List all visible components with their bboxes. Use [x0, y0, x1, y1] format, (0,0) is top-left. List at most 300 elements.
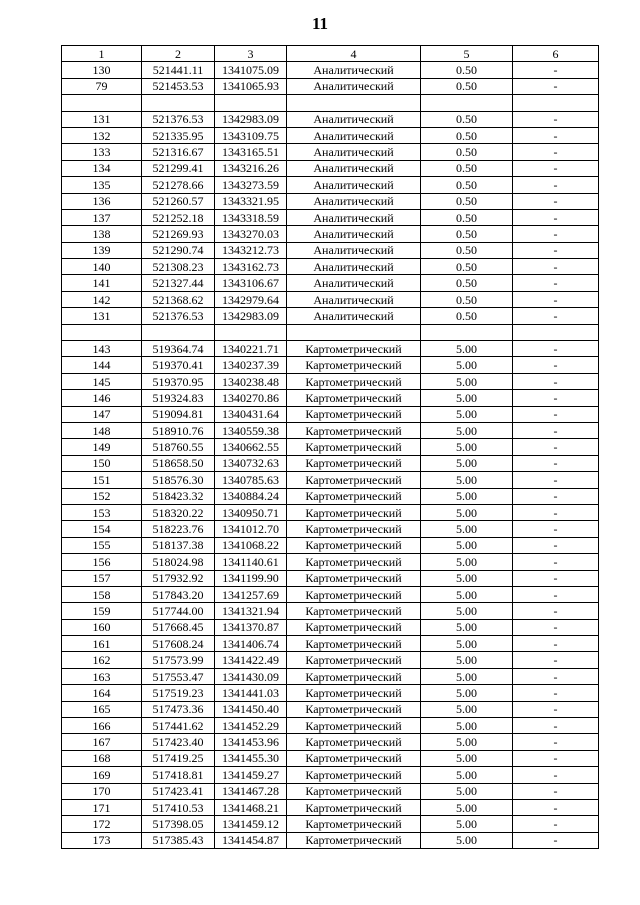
point-number-cell: 166	[62, 718, 142, 734]
table-row	[62, 78, 599, 94]
note-cell: -	[513, 603, 599, 619]
header-cell: 4	[287, 46, 421, 62]
accuracy-cell: 5.00	[421, 636, 513, 652]
accuracy-cell: 0.50	[421, 242, 513, 258]
method-cell: Картометрический	[287, 537, 421, 553]
accuracy-cell: 0.50	[421, 259, 513, 275]
table-row	[62, 144, 599, 160]
note-cell: -	[513, 619, 599, 635]
x-coordinate-cell: 517423.41	[142, 783, 215, 799]
table-row	[62, 783, 599, 799]
x-coordinate-cell: 517573.99	[142, 652, 215, 668]
point-number-cell: 151	[62, 472, 142, 488]
note-cell: -	[513, 275, 599, 291]
table-row	[62, 324, 599, 340]
y-coordinate-cell: 1341459.12	[215, 816, 287, 832]
note-cell: -	[513, 718, 599, 734]
x-coordinate-cell: 521376.53	[142, 111, 215, 127]
accuracy-cell: 5.00	[421, 570, 513, 586]
method-cell: Картометрический	[287, 373, 421, 389]
note-cell: -	[513, 734, 599, 750]
header-cell: 1	[62, 46, 142, 62]
x-coordinate-cell: 519364.74	[142, 341, 215, 357]
x-coordinate-cell: 519370.41	[142, 357, 215, 373]
y-coordinate-cell: 1341068.22	[215, 537, 287, 553]
point-number-cell: 140	[62, 259, 142, 275]
method-cell: Картометрический	[287, 521, 421, 537]
x-coordinate-cell: 521299.41	[142, 160, 215, 176]
table-row	[62, 242, 599, 258]
accuracy-cell	[421, 95, 513, 111]
note-cell: -	[513, 291, 599, 307]
point-number-cell: 138	[62, 226, 142, 242]
point-number-cell: 79	[62, 78, 142, 94]
table-body	[62, 46, 599, 849]
x-coordinate-cell: 517473.36	[142, 701, 215, 717]
method-cell: Картометрический	[287, 357, 421, 373]
x-coordinate-cell: 521278.66	[142, 177, 215, 193]
accuracy-cell: 5.00	[421, 734, 513, 750]
header-row	[62, 46, 599, 62]
point-number-cell: 165	[62, 701, 142, 717]
note-cell: -	[513, 373, 599, 389]
x-coordinate-cell: 521269.93	[142, 226, 215, 242]
accuracy-cell: 5.00	[421, 619, 513, 635]
table-row	[62, 636, 599, 652]
point-number-cell: 147	[62, 406, 142, 422]
point-number-cell: 131	[62, 308, 142, 324]
point-number-cell: 171	[62, 799, 142, 815]
x-coordinate-cell: 519094.81	[142, 406, 215, 422]
y-coordinate-cell: 1342979.64	[215, 291, 287, 307]
accuracy-cell: 5.00	[421, 701, 513, 717]
y-coordinate-cell: 1340431.64	[215, 406, 287, 422]
y-coordinate-cell: 1340238.48	[215, 373, 287, 389]
y-coordinate-cell: 1341450.40	[215, 701, 287, 717]
accuracy-cell	[421, 324, 513, 340]
method-cell: Картометрический	[287, 799, 421, 815]
note-cell	[513, 95, 599, 111]
x-coordinate-cell: 518576.30	[142, 472, 215, 488]
method-cell: Аналитический	[287, 62, 421, 78]
y-coordinate-cell: 1341459.27	[215, 767, 287, 783]
point-number-cell: 143	[62, 341, 142, 357]
accuracy-cell: 5.00	[421, 603, 513, 619]
method-cell: Картометрический	[287, 832, 421, 848]
x-coordinate-cell: 518760.55	[142, 439, 215, 455]
accuracy-cell: 0.50	[421, 226, 513, 242]
note-cell: -	[513, 554, 599, 570]
table-row	[62, 308, 599, 324]
method-cell: Картометрический	[287, 783, 421, 799]
method-cell: Аналитический	[287, 308, 421, 324]
point-number-cell: 135	[62, 177, 142, 193]
x-coordinate-cell: 521441.11	[142, 62, 215, 78]
point-number-cell: 136	[62, 193, 142, 209]
method-cell: Аналитический	[287, 78, 421, 94]
method-cell: Аналитический	[287, 275, 421, 291]
table-row	[62, 275, 599, 291]
note-cell: -	[513, 111, 599, 127]
x-coordinate-cell: 517843.20	[142, 586, 215, 602]
accuracy-cell: 5.00	[421, 767, 513, 783]
point-number-cell: 132	[62, 127, 142, 143]
point-number-cell: 158	[62, 586, 142, 602]
table-row	[62, 341, 599, 357]
accuracy-cell: 5.00	[421, 685, 513, 701]
table-row	[62, 357, 599, 373]
table-row	[62, 291, 599, 307]
y-coordinate-cell: 1343109.75	[215, 127, 287, 143]
note-cell: -	[513, 209, 599, 225]
point-number-cell: 153	[62, 504, 142, 520]
table-row	[62, 570, 599, 586]
method-cell: Картометрический	[287, 668, 421, 684]
x-coordinate-cell: 518910.76	[142, 422, 215, 438]
note-cell: -	[513, 783, 599, 799]
y-coordinate-cell: 1343270.03	[215, 226, 287, 242]
accuracy-cell: 0.50	[421, 62, 513, 78]
table-row	[62, 127, 599, 143]
y-coordinate-cell: 1341257.69	[215, 586, 287, 602]
note-cell: -	[513, 357, 599, 373]
method-cell	[287, 95, 421, 111]
method-cell: Аналитический	[287, 226, 421, 242]
accuracy-cell: 0.50	[421, 177, 513, 193]
accuracy-cell: 0.50	[421, 160, 513, 176]
table-row	[62, 439, 599, 455]
y-coordinate-cell: 1341454.87	[215, 832, 287, 848]
y-coordinate-cell: 1341406.74	[215, 636, 287, 652]
point-number-cell: 155	[62, 537, 142, 553]
note-cell: -	[513, 636, 599, 652]
table-row	[62, 750, 599, 766]
note-cell: -	[513, 226, 599, 242]
method-cell: Аналитический	[287, 209, 421, 225]
x-coordinate-cell	[142, 324, 215, 340]
table-row	[62, 554, 599, 570]
point-number-cell: 172	[62, 816, 142, 832]
note-cell: -	[513, 308, 599, 324]
y-coordinate-cell: 1341455.30	[215, 750, 287, 766]
accuracy-cell: 5.00	[421, 341, 513, 357]
table-row	[62, 718, 599, 734]
accuracy-cell: 5.00	[421, 537, 513, 553]
accuracy-cell: 5.00	[421, 472, 513, 488]
method-cell: Аналитический	[287, 144, 421, 160]
note-cell: -	[513, 521, 599, 537]
y-coordinate-cell: 1341199.90	[215, 570, 287, 586]
y-coordinate-cell: 1343216.26	[215, 160, 287, 176]
point-number-cell: 137	[62, 209, 142, 225]
y-coordinate-cell: 1340270.86	[215, 390, 287, 406]
method-cell: Картометрический	[287, 488, 421, 504]
note-cell: -	[513, 570, 599, 586]
accuracy-cell: 0.50	[421, 209, 513, 225]
point-number-cell: 164	[62, 685, 142, 701]
method-cell: Картометрический	[287, 586, 421, 602]
y-coordinate-cell: 1342983.09	[215, 308, 287, 324]
accuracy-cell: 5.00	[421, 521, 513, 537]
x-coordinate-cell: 517423.40	[142, 734, 215, 750]
x-coordinate-cell: 517519.23	[142, 685, 215, 701]
note-cell: -	[513, 586, 599, 602]
y-coordinate-cell: 1341075.09	[215, 62, 287, 78]
method-cell: Картометрический	[287, 685, 421, 701]
method-cell: Картометрический	[287, 406, 421, 422]
x-coordinate-cell: 521252.18	[142, 209, 215, 225]
method-cell: Картометрический	[287, 816, 421, 832]
y-coordinate-cell: 1341140.61	[215, 554, 287, 570]
accuracy-cell: 5.00	[421, 783, 513, 799]
y-coordinate-cell: 1340732.63	[215, 455, 287, 471]
point-number-cell	[62, 95, 142, 111]
y-coordinate-cell: 1340237.39	[215, 357, 287, 373]
point-number-cell: 162	[62, 652, 142, 668]
accuracy-cell: 5.00	[421, 357, 513, 373]
accuracy-cell: 0.50	[421, 275, 513, 291]
accuracy-cell: 0.50	[421, 111, 513, 127]
note-cell: -	[513, 127, 599, 143]
note-cell: -	[513, 193, 599, 209]
table-row	[62, 521, 599, 537]
accuracy-cell: 5.00	[421, 799, 513, 815]
y-coordinate-cell: 1343318.59	[215, 209, 287, 225]
y-coordinate-cell: 1343165.51	[215, 144, 287, 160]
table-row	[62, 455, 599, 471]
x-coordinate-cell: 521368.62	[142, 291, 215, 307]
y-coordinate-cell: 1343321.95	[215, 193, 287, 209]
table-row	[62, 668, 599, 684]
method-cell: Аналитический	[287, 291, 421, 307]
point-number-cell: 131	[62, 111, 142, 127]
note-cell: -	[513, 455, 599, 471]
accuracy-cell: 5.00	[421, 439, 513, 455]
table-row	[62, 832, 599, 848]
accuracy-cell: 5.00	[421, 455, 513, 471]
point-number-cell: 150	[62, 455, 142, 471]
point-number-cell: 160	[62, 619, 142, 635]
accuracy-cell: 0.50	[421, 193, 513, 209]
x-coordinate-cell: 517418.81	[142, 767, 215, 783]
accuracy-cell: 0.50	[421, 127, 513, 143]
x-coordinate-cell: 518024.98	[142, 554, 215, 570]
method-cell: Картометрический	[287, 750, 421, 766]
table-row	[62, 603, 599, 619]
accuracy-cell: 5.00	[421, 504, 513, 520]
note-cell: -	[513, 390, 599, 406]
y-coordinate-cell: 1341468.21	[215, 799, 287, 815]
y-coordinate-cell: 1340785.63	[215, 472, 287, 488]
accuracy-cell: 5.00	[421, 554, 513, 570]
point-number-cell: 170	[62, 783, 142, 799]
point-number-cell: 134	[62, 160, 142, 176]
note-cell: -	[513, 668, 599, 684]
accuracy-cell: 5.00	[421, 832, 513, 848]
y-coordinate-cell: 1340950.71	[215, 504, 287, 520]
x-coordinate-cell: 521316.67	[142, 144, 215, 160]
note-cell: -	[513, 472, 599, 488]
note-cell: -	[513, 259, 599, 275]
point-number-cell: 152	[62, 488, 142, 504]
note-cell: -	[513, 750, 599, 766]
x-coordinate-cell: 521453.53	[142, 78, 215, 94]
table-row	[62, 799, 599, 815]
table-row	[62, 472, 599, 488]
note-cell: -	[513, 767, 599, 783]
note-cell: -	[513, 488, 599, 504]
x-coordinate-cell: 517932.92	[142, 570, 215, 586]
note-cell: -	[513, 537, 599, 553]
note-cell: -	[513, 652, 599, 668]
method-cell: Картометрический	[287, 504, 421, 520]
note-cell: -	[513, 78, 599, 94]
point-number-cell: 141	[62, 275, 142, 291]
note-cell: -	[513, 816, 599, 832]
y-coordinate-cell: 1341467.28	[215, 783, 287, 799]
accuracy-cell: 0.50	[421, 78, 513, 94]
accuracy-cell: 0.50	[421, 291, 513, 307]
accuracy-cell: 5.00	[421, 652, 513, 668]
table-row	[62, 259, 599, 275]
method-cell	[287, 324, 421, 340]
method-cell: Картометрический	[287, 439, 421, 455]
point-number-cell: 148	[62, 422, 142, 438]
x-coordinate-cell: 517398.05	[142, 816, 215, 832]
method-cell: Картометрический	[287, 652, 421, 668]
note-cell: -	[513, 832, 599, 848]
table-row	[62, 95, 599, 111]
coordinates-table	[61, 45, 599, 849]
point-number-cell: 157	[62, 570, 142, 586]
method-cell: Картометрический	[287, 341, 421, 357]
note-cell: -	[513, 422, 599, 438]
x-coordinate-cell: 517608.24	[142, 636, 215, 652]
point-number-cell: 163	[62, 668, 142, 684]
point-number-cell: 144	[62, 357, 142, 373]
table-row	[62, 685, 599, 701]
method-cell: Аналитический	[287, 259, 421, 275]
accuracy-cell: 5.00	[421, 668, 513, 684]
note-cell: -	[513, 62, 599, 78]
x-coordinate-cell: 517668.45	[142, 619, 215, 635]
point-number-cell: 173	[62, 832, 142, 848]
table-row	[62, 504, 599, 520]
point-number-cell: 130	[62, 62, 142, 78]
method-cell: Картометрический	[287, 701, 421, 717]
point-number-cell: 169	[62, 767, 142, 783]
header-cell: 2	[142, 46, 215, 62]
x-coordinate-cell: 517553.47	[142, 668, 215, 684]
y-coordinate-cell: 1343106.67	[215, 275, 287, 291]
table-row	[62, 767, 599, 783]
x-coordinate-cell: 517385.43	[142, 832, 215, 848]
note-cell: -	[513, 439, 599, 455]
x-coordinate-cell: 518423.32	[142, 488, 215, 504]
point-number-cell: 167	[62, 734, 142, 750]
y-coordinate-cell: 1340884.24	[215, 488, 287, 504]
table-row	[62, 111, 599, 127]
note-cell: -	[513, 160, 599, 176]
table-row	[62, 390, 599, 406]
table-row	[62, 586, 599, 602]
x-coordinate-cell: 517419.25	[142, 750, 215, 766]
point-number-cell: 133	[62, 144, 142, 160]
accuracy-cell: 0.50	[421, 144, 513, 160]
y-coordinate-cell: 1342983.09	[215, 111, 287, 127]
y-coordinate-cell: 1343273.59	[215, 177, 287, 193]
x-coordinate-cell: 517441.62	[142, 718, 215, 734]
method-cell: Картометрический	[287, 570, 421, 586]
point-number-cell: 161	[62, 636, 142, 652]
x-coordinate-cell: 518658.50	[142, 455, 215, 471]
point-number-cell: 154	[62, 521, 142, 537]
x-coordinate-cell: 521308.23	[142, 259, 215, 275]
x-coordinate-cell: 518137.38	[142, 537, 215, 553]
method-cell: Аналитический	[287, 193, 421, 209]
note-cell: -	[513, 144, 599, 160]
y-coordinate-cell: 1341430.09	[215, 668, 287, 684]
y-coordinate-cell: 1341012.70	[215, 521, 287, 537]
y-coordinate-cell	[215, 324, 287, 340]
point-number-cell: 146	[62, 390, 142, 406]
header-cell: 3	[215, 46, 287, 62]
y-coordinate-cell: 1341065.93	[215, 78, 287, 94]
x-coordinate-cell: 521327.44	[142, 275, 215, 291]
table-row	[62, 734, 599, 750]
method-cell: Картометрический	[287, 734, 421, 750]
table-row	[62, 701, 599, 717]
table-row	[62, 619, 599, 635]
note-cell: -	[513, 341, 599, 357]
table-row	[62, 488, 599, 504]
note-cell: -	[513, 701, 599, 717]
method-cell: Картометрический	[287, 718, 421, 734]
accuracy-cell: 5.00	[421, 488, 513, 504]
method-cell: Картометрический	[287, 636, 421, 652]
point-number-cell: 156	[62, 554, 142, 570]
accuracy-cell: 0.50	[421, 308, 513, 324]
accuracy-cell: 5.00	[421, 373, 513, 389]
note-cell	[513, 324, 599, 340]
point-number-cell: 149	[62, 439, 142, 455]
table-row	[62, 537, 599, 553]
point-number-cell: 142	[62, 291, 142, 307]
y-coordinate-cell: 1340559.38	[215, 422, 287, 438]
method-cell: Аналитический	[287, 177, 421, 193]
header-cell: 5	[421, 46, 513, 62]
x-coordinate-cell: 521335.95	[142, 127, 215, 143]
note-cell: -	[513, 177, 599, 193]
x-coordinate-cell: 518223.76	[142, 521, 215, 537]
method-cell: Картометрический	[287, 455, 421, 471]
x-coordinate-cell: 519324.83	[142, 390, 215, 406]
method-cell: Картометрический	[287, 603, 421, 619]
y-coordinate-cell: 1341453.96	[215, 734, 287, 750]
accuracy-cell: 5.00	[421, 816, 513, 832]
x-coordinate-cell: 521376.53	[142, 308, 215, 324]
x-coordinate-cell: 521290.74	[142, 242, 215, 258]
accuracy-cell: 5.00	[421, 586, 513, 602]
y-coordinate-cell: 1341441.03	[215, 685, 287, 701]
method-cell: Аналитический	[287, 242, 421, 258]
y-coordinate-cell: 1340662.55	[215, 439, 287, 455]
accuracy-cell: 5.00	[421, 422, 513, 438]
x-coordinate-cell: 517744.00	[142, 603, 215, 619]
method-cell: Картометрический	[287, 390, 421, 406]
note-cell: -	[513, 406, 599, 422]
method-cell: Аналитический	[287, 160, 421, 176]
